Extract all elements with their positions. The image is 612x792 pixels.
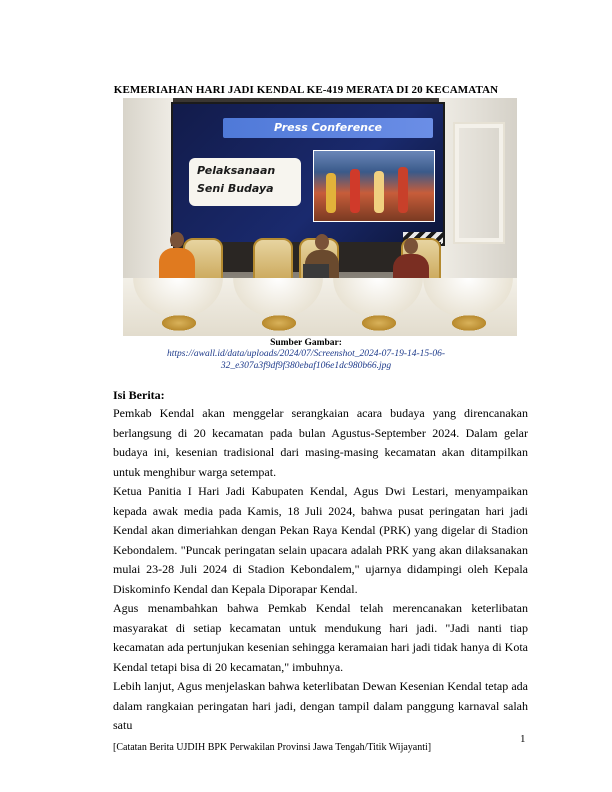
section-heading: Isi Berita: xyxy=(113,388,165,402)
page-footer: [Catatan Berita UJDIH BPK Perwakilan Provinsi Jawa Tengah/Titik Wijayanti] xyxy=(113,742,432,753)
news-photo xyxy=(123,98,517,336)
dancer-shape xyxy=(398,167,408,213)
caption-label: Sumber Gambar: xyxy=(270,338,342,348)
panelist-right-head xyxy=(404,238,418,254)
table-drape xyxy=(333,278,423,318)
paragraph: Ketua Panitia I Hari Jadi Kabupaten Kendal, Agus Dwi Lestari, menyampaikan kepada awak media pada Kamis, 18 Juli 2024, bahwa pusat peringatan hari jadi Kendal akan dimeriahkan dengan Pekan Raya Kendal (PRK) yang digelar di Stadion Kebondalem. "Puncak peringatan selain upacara adalah PRK yang akan dilaksanakan mulai 23-28 Juli 2024 di Stadion Kebondalem," ujarnya didampingi oleh Kepala Diskominfo Kendal dan Kepala Diporapar Kendal. xyxy=(113,484,528,596)
document-title: KEMERIAHAN HARI JADI KENDAL KE-419 MERATA DI 20 KECAMATAN xyxy=(113,84,499,96)
screen-card-line1: Pelaksanaan xyxy=(197,164,276,177)
dancer-shape xyxy=(374,171,384,213)
table-drape xyxy=(133,278,223,318)
article-body xyxy=(113,404,528,736)
laptop xyxy=(303,264,329,278)
dancer-shape xyxy=(326,173,336,213)
gold-ornament xyxy=(259,314,299,332)
screen-card-line2: Seni Budaya xyxy=(197,182,274,195)
screen-dance-photo xyxy=(313,150,435,222)
panelist-left xyxy=(159,248,195,282)
paragraph: Pemkab Kendal akan menggelar serangkaian acara budaya yang direncanakan berlangsung di 20 kecamatan pada bulan Agustus-September 2024. Dalam gelar budaya ini, kesenian tradisional dari masing-masing kecamatan akan ditampilkan untuk menghibur warga setempat. xyxy=(113,406,528,479)
presentation-screen xyxy=(171,102,445,246)
paragraph: Agus menambahkan bahwa Pemkab Kendal telah merencanakan keterlibatan masyarakat di setiap kecamatan untuk mendukung hari jadi. "Jadi nanti tiap kecamatan ada pertunjukan kesenian sehingga keramaian hari jadi tidak hanya di Kota Kendal tetapi bisa di 20 kecamatan," imbuhnya. xyxy=(113,601,528,674)
table-drape xyxy=(233,278,323,318)
paragraph: Lebih lanjut, Agus menjelaskan bahwa keterlibatan Dewan Kesenian Kendal tetap ada dalam rangkaian peringatan hari jadi, dengan tampil dalam panggung karnaval salah satu xyxy=(113,679,528,732)
caption-url-line1[interactable]: https://awall.id/data/uploads/2024/07/Screenshot_2024-07-19-14-15-06- xyxy=(166,349,446,359)
dancer-shape xyxy=(350,169,360,213)
gold-ornament xyxy=(159,314,199,332)
gold-ornament xyxy=(359,314,399,332)
screen-card-text xyxy=(197,162,293,198)
page-number: 1 xyxy=(520,733,526,745)
table-drape xyxy=(423,278,513,318)
gold-ornament xyxy=(449,314,489,332)
panelist-center-head xyxy=(315,234,329,250)
caption-url[interactable] xyxy=(156,348,456,372)
screen-banner: Press Conference xyxy=(223,118,433,138)
caption-url-line2[interactable]: 32_e307a3f9df9f380ebaf106e1dc980b66.jpg xyxy=(220,361,392,371)
panelist-left-head xyxy=(170,232,184,248)
wall-frame xyxy=(453,122,505,244)
image-caption xyxy=(0,338,612,372)
